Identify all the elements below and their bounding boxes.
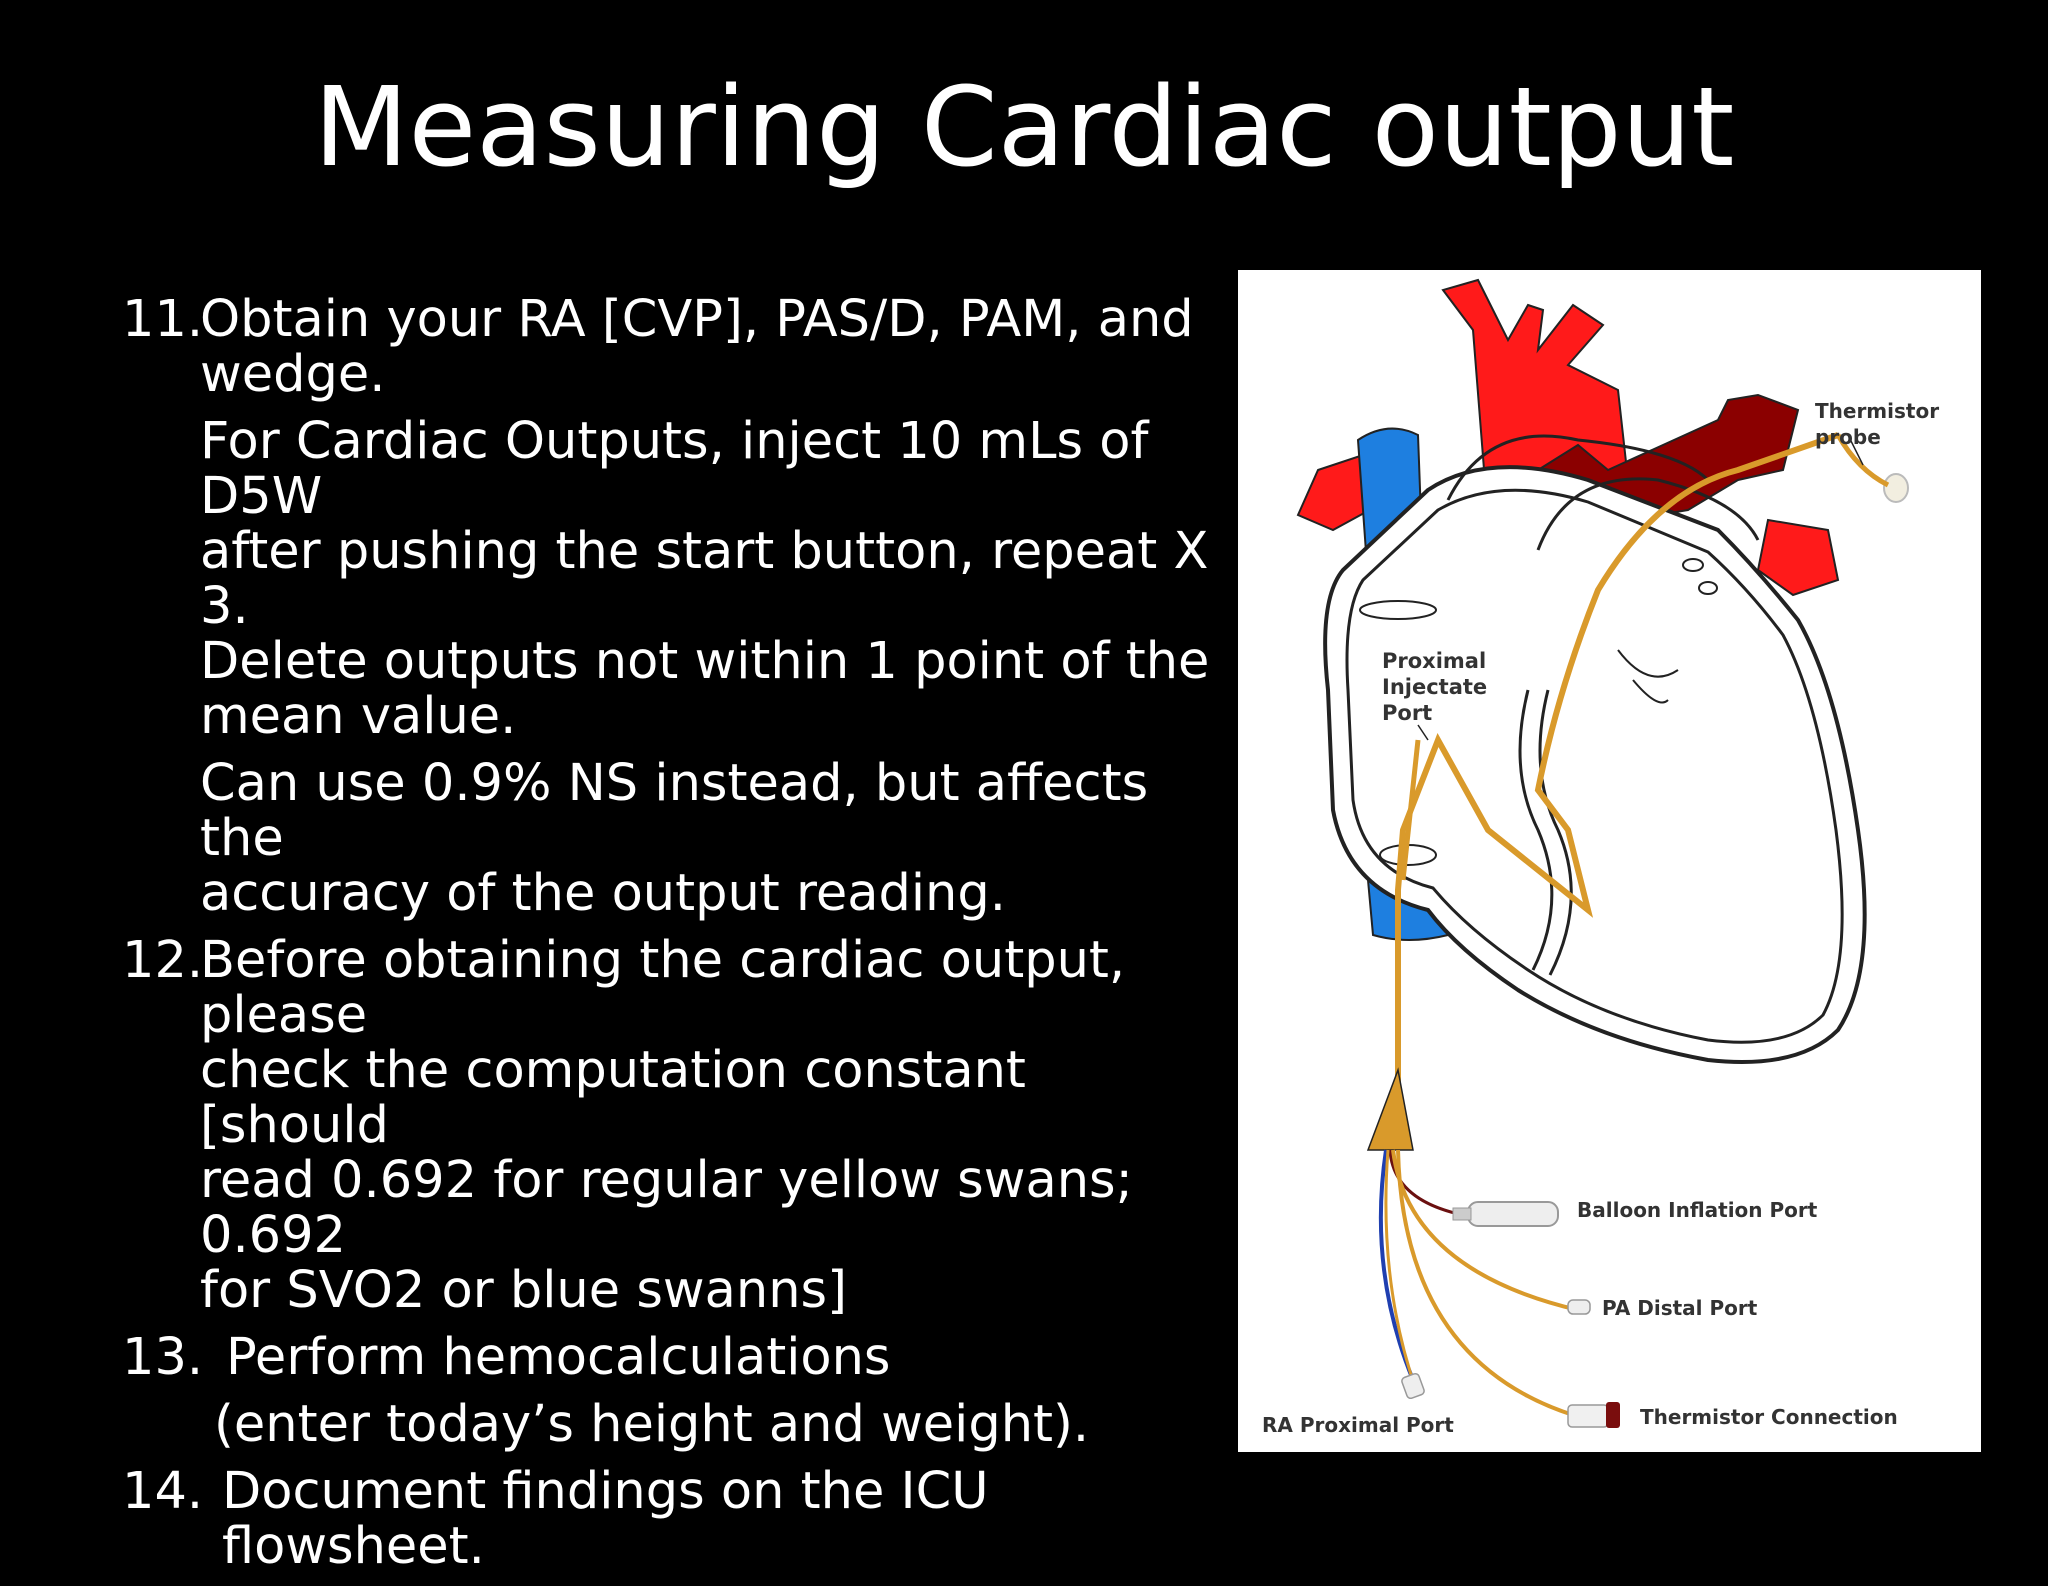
ra-proximal-connector-icon [1401, 1373, 1425, 1400]
catheter-down-arrow [1368, 1070, 1413, 1150]
step-line: Before obtaining the cardiac output, please [200, 931, 1126, 1045]
step-line: mean value. [200, 687, 517, 746]
step-line: Delete outputs not within 1 point of the [200, 632, 1210, 691]
ra-proximal-port-label: RA Proximal Port [1262, 1413, 1454, 1437]
step-line: accuracy of the output reading. [200, 864, 1006, 923]
aortic-valve [1683, 559, 1703, 571]
step-line: Can use 0.9% NS instead, but affects the [200, 754, 1149, 868]
step-number: 13. [122, 1328, 204, 1387]
proximal-injectate-port-label: Proximal [1382, 649, 1487, 673]
thermistor-probe-label: Thermistor [1815, 399, 1940, 423]
thermistor-connector-icon [1568, 1405, 1608, 1427]
pa-distal-port-label: PA Distal Port [1602, 1296, 1758, 1320]
balloon-inflation-port-label: Balloon Inflation Port [1577, 1198, 1818, 1222]
step-14 [122, 1464, 1222, 1574]
heart-illustration [1238, 270, 1981, 1452]
step-11 [122, 292, 1222, 921]
thermistor-connector-cap [1606, 1402, 1620, 1428]
step-line: read 0.692 for regular yellow swans; 0.692 [200, 1151, 1133, 1265]
step-line: for SVO2 or blue swanns] [200, 1261, 847, 1320]
step-11-note-1 [122, 414, 1222, 744]
step-11-note-2 [122, 756, 1222, 921]
syringe-icon [1468, 1202, 1558, 1226]
wire-orange-thermistor [1398, 1150, 1573, 1415]
proximal-injectate-port-label: Injectate [1382, 675, 1488, 699]
syringe-plunger [1453, 1208, 1471, 1220]
slide-title: Measuring Cardiac output [313, 63, 1735, 191]
tricuspid-valve [1360, 601, 1436, 619]
step-line: after pushing the start button, repeat X 3. [200, 522, 1209, 636]
thermistor-probe-tip [1884, 474, 1908, 502]
step-line: Perform hemocalculations [226, 1328, 891, 1387]
step-line: For Cardiac Outputs, inject 10 mLs of D5W [200, 412, 1149, 526]
step-number: 14. [122, 1462, 204, 1521]
step-line: Obtain your RA [CVP], PAS/D, PAM, and [200, 290, 1194, 349]
step-line: wedge. [200, 345, 386, 404]
pa-distal-connector-icon [1568, 1300, 1590, 1314]
step-number: 11. [122, 290, 204, 349]
thermistor-connection-label: Thermistor Connection [1640, 1405, 1898, 1429]
thermistor-probe-label: probe [1815, 425, 1881, 449]
step-list [122, 292, 1222, 1586]
proximal-injectate-port-label: Port [1382, 701, 1433, 725]
step-number: 12. [122, 931, 204, 990]
heart-catheter-diagram [1238, 270, 1981, 1452]
step-line: check the computation constant [should [200, 1041, 1026, 1155]
step-13 [122, 1330, 1222, 1452]
step-line: (enter today’s height and weight). [214, 1395, 1090, 1454]
mitral-valve [1699, 582, 1717, 594]
wire-orange-pa [1393, 1150, 1578, 1310]
step-12 [122, 933, 1222, 1318]
step-line: Document findings on the ICU flowsheet. [222, 1462, 989, 1576]
